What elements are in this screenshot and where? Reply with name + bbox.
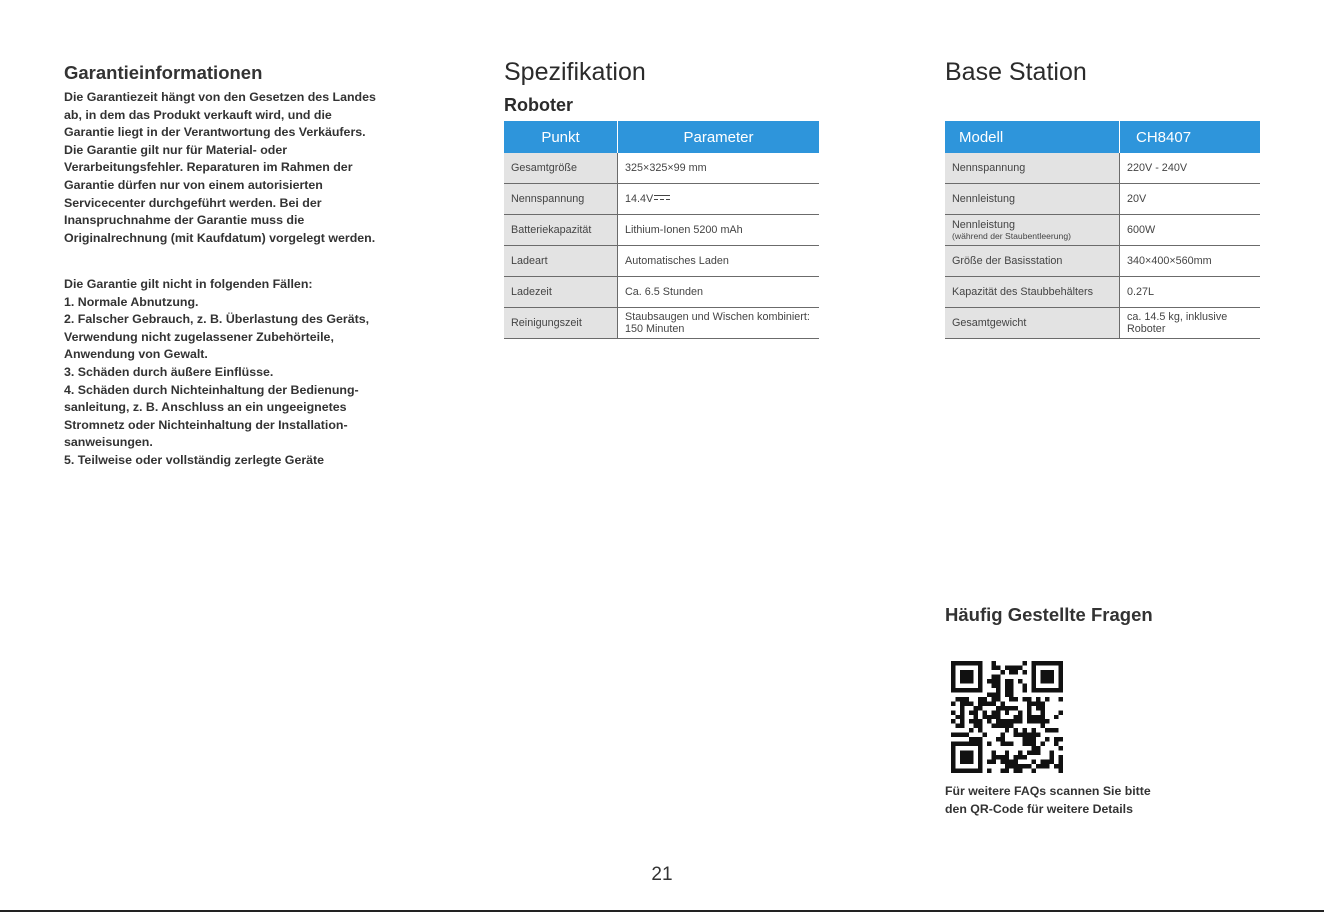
table-row <box>504 153 819 184</box>
warranty-exclusions <box>64 276 384 470</box>
spec-title: Spezifikation <box>504 58 646 86</box>
table-header-row <box>504 121 819 153</box>
table-row <box>945 153 1260 184</box>
base-value: 0.27L <box>1120 277 1261 308</box>
spec-key: Gesamtgröße <box>504 153 618 184</box>
spec-key: Reinigungszeit <box>504 308 618 339</box>
base-key: Nennleistung <box>945 184 1120 215</box>
spec-value: Staubsaugen und Wischen kombiniert: 150 Minuten <box>618 308 820 339</box>
base-spec-table <box>945 121 1260 339</box>
spec-value: 325×325×99 mm <box>618 153 820 184</box>
base-key: Kapazität des Staubbehälters <box>945 277 1120 308</box>
base-key: Gesamtgewicht <box>945 308 1120 339</box>
table-row <box>504 184 819 215</box>
table-row <box>504 277 819 308</box>
header-model-number: CH8407 <box>1120 121 1261 153</box>
table-row <box>945 308 1260 339</box>
page-bottom-rule <box>0 910 1324 912</box>
base-key-cell <box>945 215 1120 246</box>
exclusions-intro: Die Garantie gilt nicht in folgenden Fällen: <box>64 277 313 291</box>
base-value: ca. 14.5 kg, inklusive Roboter <box>1120 308 1261 339</box>
exclusion-item: 1. Normale Abnutzung. <box>64 294 199 309</box>
base-key: Nennleistung <box>952 219 1016 231</box>
qr-caption: Für weitere FAQs scannen Sie bitte den QR-Code für weitere Details <box>945 784 1151 816</box>
exclusion-item: 2. Falscher Gebrauch, z. B. Überlastung des Geräts, Verwendung nicht zugelassener Zubehörteile, Anwendung von Gewalt. <box>64 312 370 362</box>
header-punkt: Punkt <box>504 121 618 153</box>
table-row <box>504 215 819 246</box>
spec-value-cell <box>618 184 820 215</box>
robot-spec-table <box>504 121 819 339</box>
header-modell: Modell <box>945 121 1120 153</box>
spec-value: Automatisches Laden <box>618 246 820 277</box>
table-row <box>945 277 1260 308</box>
base-key: Größe der Basisstation <box>945 246 1120 277</box>
spec-key: Ladezeit <box>504 277 618 308</box>
qr-code-icon <box>951 661 1063 773</box>
base-value: 220V - 240V <box>1120 153 1261 184</box>
base-value: 600W <box>1120 215 1261 246</box>
base-key-sub: (während der Staubentleerung) <box>952 231 1071 241</box>
base-key: Nennspannung <box>945 153 1120 184</box>
exclusion-item: 4. Schäden durch Nichteinhaltung der Bedienung-sanleitung, z. B. Anschluss an ein ungeeignetes Stromnetz oder Nichteinhaltung der Installation-sanweisungen. <box>64 382 359 450</box>
faq-title: Häufig Gestellte Fragen <box>945 604 1153 625</box>
exclusion-item: 5. Teilweise oder vollständig zerlegte Geräte <box>64 452 325 467</box>
spec-key: Ladeart <box>504 246 618 277</box>
dc-symbol-icon <box>654 194 670 201</box>
page-number: 21 <box>651 864 673 885</box>
table-row <box>504 308 819 339</box>
base-value: 20V <box>1120 184 1261 215</box>
spec-key: Nennspannung <box>504 184 618 215</box>
header-parameter: Parameter <box>618 121 820 153</box>
table-header-row <box>945 121 1260 153</box>
warranty-paragraph: Die Garantiezeit hängt von den Gesetzen des Landes ab, in dem das Produkt verkauft wird, und die Garantie liegt in der Verantwortung des Verkäufers. Die Garantie gilt nur für Material- oder Verarbeitungsfehler. Reparaturen im Rahmen der Garantie dürfen nur von einem autorisierten Servicecenter durchgeführt werden. Bei der Inanspruchnahme der Garantie muss die Originalrechnung (mit Kaufdatum) vorgelegt werden. <box>64 90 376 245</box>
spec-value: Ca. 6.5 Stunden <box>618 277 820 308</box>
table-row <box>945 246 1260 277</box>
spec-key: Batteriekapazität <box>504 215 618 246</box>
spec-value: Lithium-Ionen 5200 mAh <box>618 215 820 246</box>
warranty-title: Garantieinformationen <box>64 62 263 83</box>
spec-subtitle: Roboter <box>504 95 573 115</box>
exclusion-item: 3. Schäden durch äußere Einflüsse. <box>64 364 274 379</box>
spec-value: 14.4V <box>625 193 654 205</box>
base-value: 340×400×560mm <box>1120 246 1261 277</box>
table-row <box>504 246 819 277</box>
table-row <box>945 184 1260 215</box>
table-row <box>945 215 1260 246</box>
base-title: Base Station <box>945 58 1087 86</box>
